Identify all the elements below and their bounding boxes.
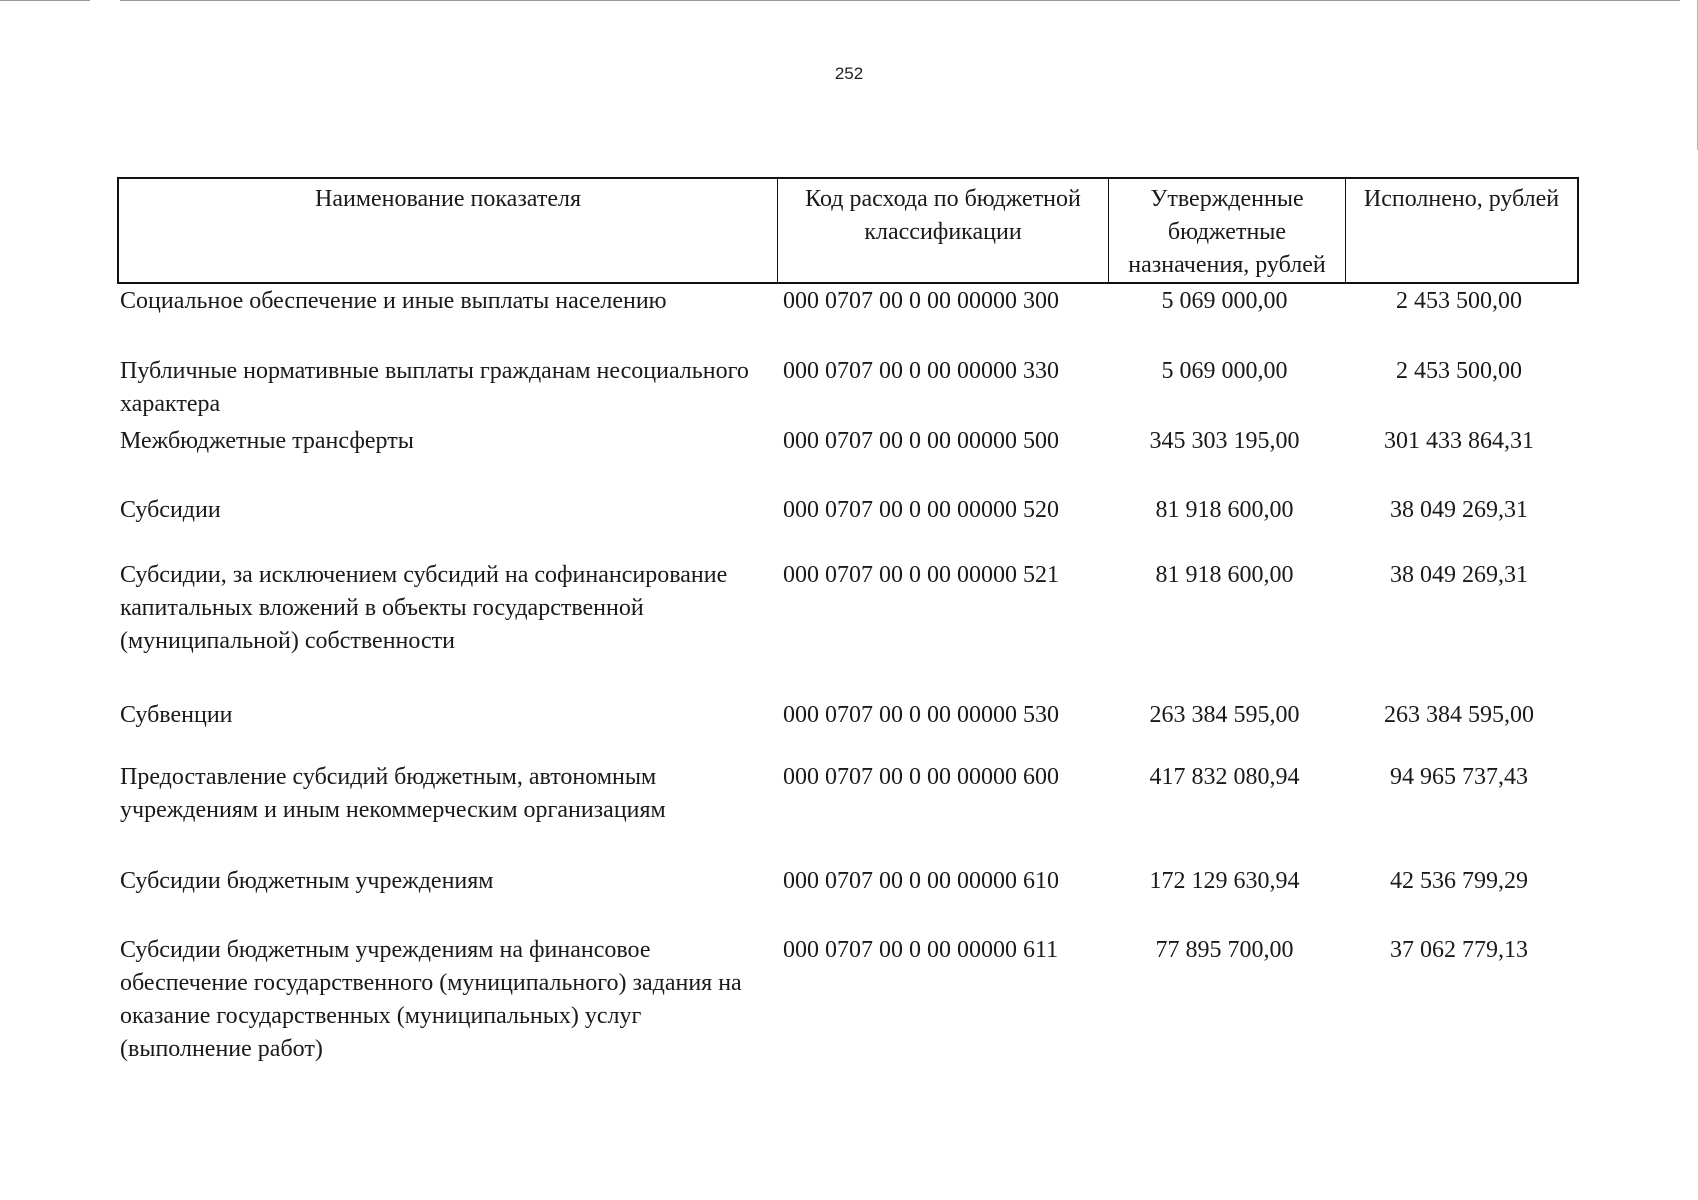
table-row: [117, 699, 1579, 761]
cell-name: Субсидии: [120, 497, 221, 523]
table-row: [117, 285, 1579, 355]
cell-name: Субсидии бюджетным учреждениям на финансовое обеспечение государственного (муниципального) задания на оказание государственных (муниципальных) услуг (выполнение работ): [120, 937, 742, 1062]
cell-approved: 417 832 080,94: [1149, 764, 1300, 790]
cell-executed: 38 049 269,31: [1390, 562, 1528, 588]
cell-code: 000 0707 00 0 00 00000 600: [783, 764, 1059, 790]
table-row: [117, 494, 1579, 559]
header-expense-code: Код расхода по бюджетной классификации: [777, 179, 1108, 282]
table-row: [117, 355, 1579, 425]
cell-name: Публичные нормативные выплаты гражданам несоциального характера: [120, 358, 749, 417]
cell-name: Субсидии бюджетным учреждениям: [120, 868, 494, 894]
cell-approved: 5 069 000,00: [1161, 288, 1288, 314]
cell-executed: 38 049 269,31: [1390, 497, 1528, 523]
cell-executed: 263 384 595,00: [1384, 702, 1534, 728]
header-approved: Утвержденные бюджетные назначения, рублей: [1108, 179, 1345, 282]
table-row: [117, 865, 1579, 934]
table-row: [117, 559, 1579, 699]
cell-name: Предоставление субсидий бюджетным, автономным учреждениям и иным некоммерческим организациям: [120, 764, 666, 823]
cell-approved: 77 895 700,00: [1155, 937, 1294, 963]
cell-approved: 172 129 630,94: [1149, 868, 1300, 894]
cell-approved: 81 918 600,00: [1155, 562, 1294, 588]
cell-approved: 345 303 195,00: [1149, 428, 1300, 454]
table-row: [117, 761, 1579, 865]
cell-executed: 37 062 779,13: [1390, 937, 1528, 963]
cell-approved: 5 069 000,00: [1161, 358, 1288, 384]
cell-executed: 94 965 737,43: [1390, 764, 1528, 790]
cell-code: 000 0707 00 0 00 00000 500: [783, 428, 1059, 454]
cell-name: Субвенции: [120, 702, 233, 728]
page-number: 252: [834, 64, 864, 83]
cell-executed: 42 536 799,29: [1390, 868, 1528, 894]
cell-code: 000 0707 00 0 00 00000 330: [783, 358, 1059, 384]
scan-edge-line-left: [0, 0, 90, 1]
cell-executed: 301 433 864,31: [1384, 428, 1534, 454]
cell-code: 000 0707 00 0 00 00000 520: [783, 497, 1059, 523]
header-indicator-name: Наименование показателя: [315, 186, 581, 212]
cell-executed: 2 453 500,00: [1396, 358, 1522, 384]
table-header: [117, 177, 1579, 284]
cell-approved: 81 918 600,00: [1155, 497, 1294, 523]
budget-table: [117, 177, 1579, 1074]
cell-code: 000 0707 00 0 00 00000 300: [783, 288, 1059, 314]
cell-code: 000 0707 00 0 00 00000 611: [783, 937, 1059, 963]
cell-name: Социальное обеспечение и иные выплаты населению: [120, 288, 667, 314]
scan-edge-line: [120, 0, 1680, 1]
cell-name: Межбюджетные трансферты: [120, 428, 414, 454]
cell-code: 000 0707 00 0 00 00000 610: [783, 868, 1059, 894]
cell-name: Субсидии, за исключением субсидий на софинансирование капитальных вложений в объекты государственной (муниципальной) собственности: [120, 562, 728, 654]
header-executed: Исполнено, рублей: [1345, 179, 1577, 282]
cell-code: 000 0707 00 0 00 00000 530: [783, 702, 1059, 728]
table-row: [117, 934, 1579, 1074]
table-row: [117, 425, 1579, 494]
cell-executed: 2 453 500,00: [1396, 288, 1522, 314]
cell-code: 000 0707 00 0 00 00000 521: [783, 562, 1059, 588]
cell-approved: 263 384 595,00: [1149, 702, 1300, 728]
